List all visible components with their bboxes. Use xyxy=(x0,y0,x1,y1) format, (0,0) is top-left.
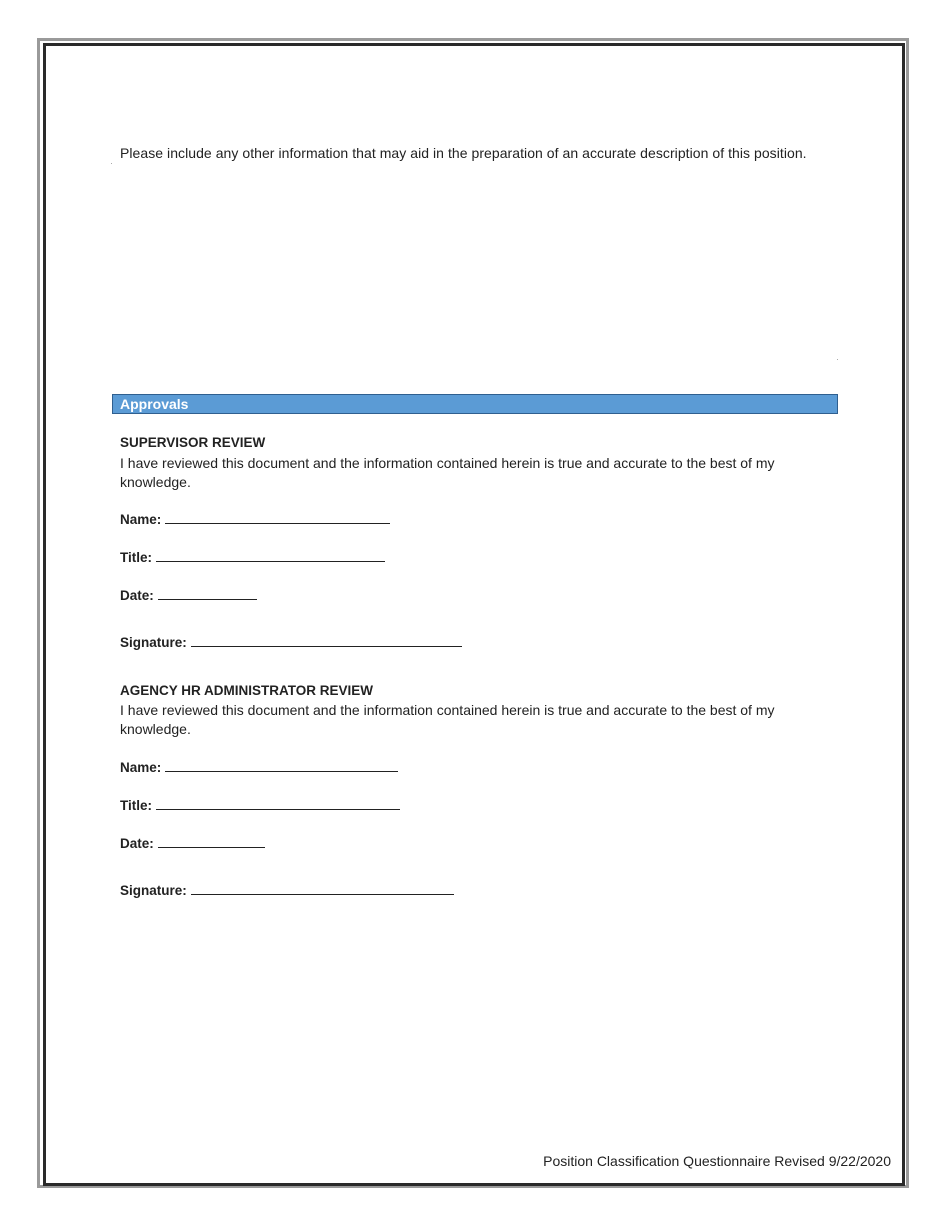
supervisor-review-heading: SUPERVISOR REVIEW xyxy=(120,435,266,450)
supervisor-review-statement: I have reviewed this document and the information contained herein is true and accurate to the best of my knowledge. xyxy=(120,455,775,490)
page-border-inner xyxy=(43,43,905,1186)
hr-title-blank[interactable] xyxy=(156,797,400,810)
hr-title-field[interactable] xyxy=(120,797,400,813)
hr-signature-label: Signature: xyxy=(120,883,187,898)
hr-name-blank[interactable] xyxy=(165,759,398,772)
hr-review-heading: AGENCY HR ADMINISTRATOR REVIEW xyxy=(120,683,374,698)
supervisor-date-label: Date: xyxy=(120,588,154,603)
supervisor-date-field[interactable] xyxy=(120,587,257,603)
supervisor-name-blank[interactable] xyxy=(165,511,390,524)
supervisor-name-label: Name: xyxy=(120,512,162,527)
hr-date-label: Date: xyxy=(120,836,154,851)
footer-revision-note: Position Classification Questionnaire Revised 9/22/2020 xyxy=(543,1153,891,1169)
supervisor-name-field[interactable] xyxy=(120,511,390,527)
intro-instructions: Please include any other information that may aid in the preparation of an accurate description of this position. xyxy=(120,145,807,161)
supervisor-title-blank[interactable] xyxy=(156,549,385,562)
hr-date-blank[interactable] xyxy=(158,835,265,848)
hr-signature-blank[interactable] xyxy=(191,882,454,895)
hr-title-label: Title: xyxy=(120,798,153,813)
approvals-section-title: Approvals xyxy=(120,396,189,412)
hr-signature-field[interactable] xyxy=(120,882,454,898)
approvals-section-header xyxy=(112,394,838,414)
supervisor-title-field[interactable] xyxy=(120,549,385,565)
hr-name-label: Name: xyxy=(120,760,162,775)
decorative-mark xyxy=(837,359,838,360)
supervisor-signature-blank[interactable] xyxy=(191,634,462,647)
supervisor-date-blank[interactable] xyxy=(158,587,257,600)
supervisor-signature-label: Signature: xyxy=(120,635,187,650)
supervisor-title-label: Title: xyxy=(120,550,153,565)
hr-name-field[interactable] xyxy=(120,759,398,775)
supervisor-signature-field[interactable] xyxy=(120,634,462,650)
hr-date-field[interactable] xyxy=(120,835,265,851)
decorative-mark xyxy=(111,163,112,164)
hr-review-statement: I have reviewed this document and the information contained herein is true and accurate to the best of my knowledge. xyxy=(120,702,775,737)
